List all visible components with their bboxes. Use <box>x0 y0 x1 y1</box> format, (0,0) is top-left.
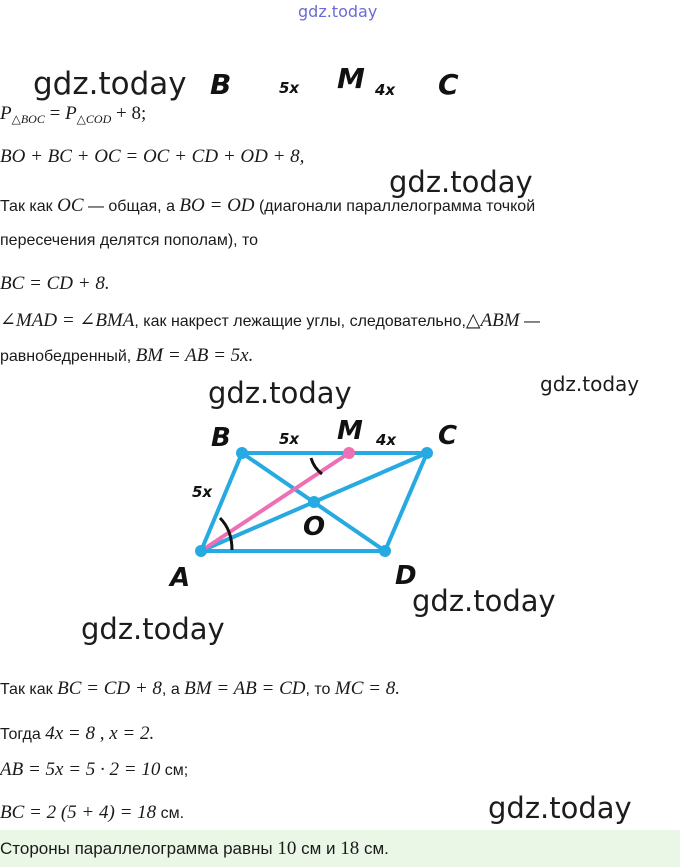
label-b: B <box>211 423 231 453</box>
formula-sum: BO + BC + OC = OC + CD + OD + 8, <box>0 146 305 167</box>
watermark: gdz.today <box>208 376 352 410</box>
watermark: gdz.today <box>81 612 225 646</box>
label-5x-top: 5x <box>279 79 300 97</box>
vertex-m <box>343 447 355 459</box>
formula-perimeters: $P_{\triangle BOC} = P_{\triangle COD} + 8$; <box>0 103 147 127</box>
label-b-top: B <box>210 68 232 101</box>
text-line-6: ∠MAD = ∠BMA, как накрест лежащие углы, следовательно,△ABM — <box>0 310 541 331</box>
text-line-3: Так как OC — общая, а BO = OD (диагонали параллелограмма точкой <box>0 195 536 216</box>
label-5x-ab: 5x <box>192 483 213 501</box>
formula-bc: BC = CD + 8. <box>0 273 110 294</box>
label-5x-bm: 5x <box>279 430 300 448</box>
answer-banner: Стороны параллелограмма равны 10 см и 18 см. <box>0 830 680 867</box>
label-o: O <box>303 512 326 542</box>
watermark: gdz.today <box>540 372 640 396</box>
label-4x-top: 4x <box>375 81 396 99</box>
text-line-9: Тогда 4x = 8 , x = 2. <box>0 723 155 744</box>
label-4x-mc: 4x <box>376 431 397 449</box>
label-m: M <box>337 416 363 446</box>
angle-arc-m <box>311 458 322 474</box>
text-line-7: равнобедренный, BM = AB = 5x. <box>0 345 254 366</box>
label-a: A <box>170 563 191 593</box>
vertex-c <box>421 447 433 459</box>
vertex-a <box>195 545 207 557</box>
watermark: gdz.today <box>488 791 632 825</box>
text-line-11: BC = 2 (5 + 4) = 18 см. <box>0 802 185 823</box>
label-c: C <box>438 421 458 451</box>
text-line-4: пересечения делятся пополам), то <box>0 232 259 249</box>
vertex-b <box>236 447 248 459</box>
watermark: gdz.today <box>389 165 533 199</box>
vertex-o <box>308 496 320 508</box>
watermark: gdz.today <box>412 584 556 618</box>
label-c-top: C <box>438 68 459 101</box>
watermark: gdz.today <box>33 66 187 102</box>
label-m-top: M <box>337 62 365 95</box>
label-d: D <box>395 561 417 591</box>
watermark-top: gdz.today <box>298 2 378 21</box>
text-line-8: Так как BC = CD + 8, а BM = AB = CD, то MC = 8. <box>0 678 400 699</box>
text-line-10: AB = 5x = 5 · 2 = 10 см; <box>0 759 189 780</box>
vertex-d <box>379 545 391 557</box>
